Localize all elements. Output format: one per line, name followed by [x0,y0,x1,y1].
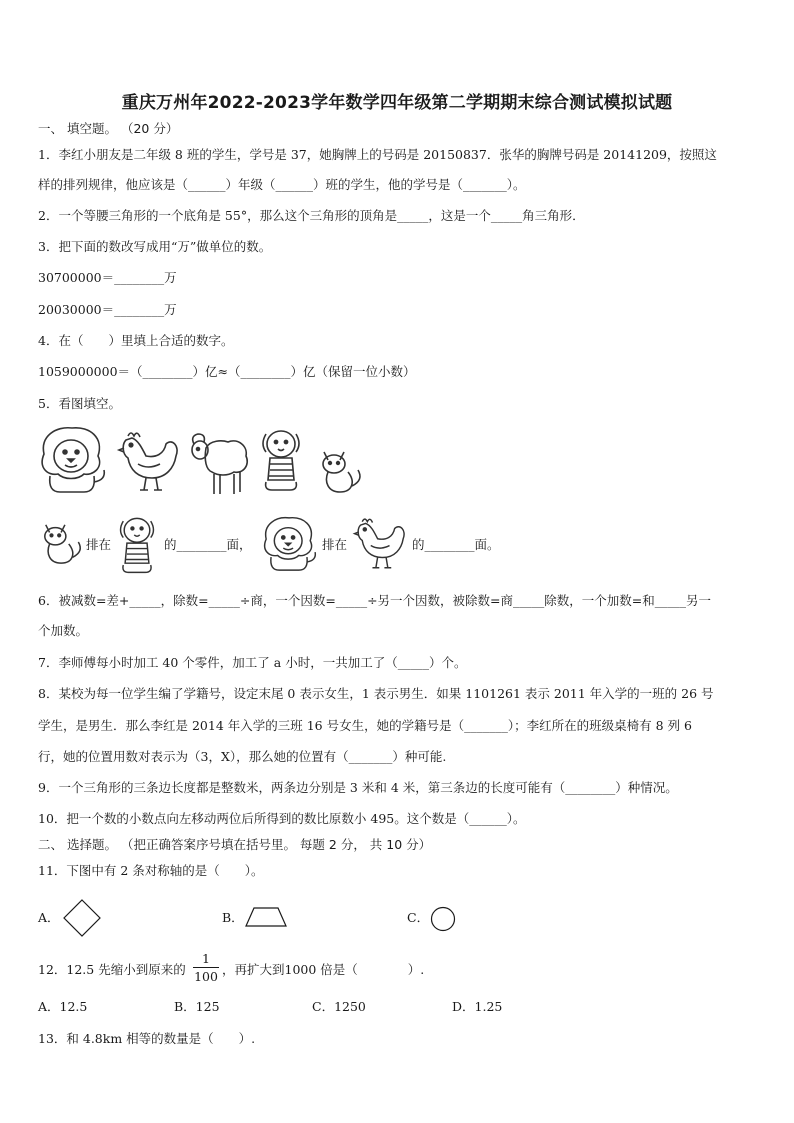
question-8-line-3: 行，她的位置用数对表示为（3，X），那么她的位置有（_______）种可能. [38,749,447,764]
question-8-line-2: 学生，是男生．那么李红是 2014 年入学的三班 16 号女生，她的学籍号是（_______）；李红所在的班级桌椅有 8 列 6 [38,718,692,733]
question-1-line-1: 1．李红小朋友是二年级 8 班的学生，学号是 37，她胸牌上的号码是 20150837．张华的胸牌号码是 20141209，按照这 [38,147,717,162]
question-3-part-b: 20030000＝________万 [38,302,177,317]
question-13: 13．和 4.8km 相等的数量是（ ）. [38,1031,256,1046]
question-7: 7．李师傅每小时加工 40 个零件，加工了 a 小时，一共加工了（_____）个。 [38,655,467,670]
question-5: 5．看图填空。 [38,396,121,411]
question-12-fraction [193,950,219,985]
question-10: 10．把一个数的小数点向左移动两位后所得到的数比原数小 495。这个数是（______）。 [38,811,526,826]
diamond-shape-icon [62,898,102,938]
fraction-denominator: 100 [194,969,218,984]
question-1-line-2: 样的排列规律，他应该是（______）年级（______）班的学生，他的学号是（_______）。 [38,177,526,192]
q5-fill-a-text-1: 排在 [86,537,112,552]
q12-option-a: A．12.5 [38,999,88,1014]
circle-shape-icon [430,906,456,932]
question-2: 2．一个等腰三角形的一个底角是 55°，那么这个三角形的顶角是_____，这是一个_____角三角形． [38,208,585,223]
lion-icon [34,424,110,496]
q12-option-c: C．1250 [312,999,366,1014]
question-3-part-a: 30700000＝________万 [38,270,177,285]
question-4: 4．在（ ）里填上合适的数字。 [38,333,234,348]
puppy-icon [256,424,306,494]
q5-fill-b-text-1: 排在 [322,537,348,552]
page-title: 重庆万州年2022-2023学年数学四年级第二学期期末综合测试模拟试题 [121,93,673,113]
question-3: 3．把下面的数改写成用“万”做单位的数。 [38,239,272,254]
question-8-line-1: 8．某校为每一位学生编了学籍号，设定末尾 0 表示女生，1 表示男生．如果 1101261 表示 2011 年入学的一班的 26 号 [38,686,714,701]
sheep-icon [188,430,252,498]
q11-option-a-label: A． [38,910,60,925]
section-heading-multiple-choice: 二、 选择题。 （把正确答案序号填在括号里。 每题 2 分， 共 10 分） [38,837,432,852]
question-12-text-before: 12．12.5 先缩小到原来的 [38,962,186,977]
section-heading-fill-blank: 一、 填空题。 （20 分） [38,121,179,136]
question-12-text-after: ，再扩大到1000 倍是（ ）. [222,962,425,977]
rooster-icon [352,514,410,572]
q11-option-c-label: C． [407,910,430,925]
lion-icon [258,514,320,574]
q11-option-b-label: B． [222,910,244,925]
question-9: 9．一个三角形的三条边长度都是整数米，两条边分别是 3 米和 4 米，第三条边的长度可能有（________）种情况。 [38,780,678,795]
q5-fill-a-text-2: 的________面， [164,537,252,552]
rooster-icon [116,428,184,494]
q12-option-d: D．1.25 [452,999,503,1014]
kitten-icon [318,446,366,496]
puppy-icon [114,512,160,576]
question-4-part-a: 1059000000＝（________）亿≈（________）亿（保留一位小数） [38,364,416,379]
question-6-line-1: 6．被减数=差+_____，除数=_____÷商，一个因数=_____÷另一个因数，被除数=商_____除数，一个加数=和_____另一 [38,593,711,608]
fraction-numerator: 1 [193,950,219,968]
question-11: 11．下图中有 2 条对称轴的是（ ）。 [38,863,264,878]
trapezoid-shape-icon [244,906,288,928]
q5-fill-b-text-2: 的________面。 [412,537,500,552]
q12-option-b: B．125 [174,999,220,1014]
kitten-icon [40,518,86,568]
question-6-line-2: 个加数。 [38,623,89,638]
